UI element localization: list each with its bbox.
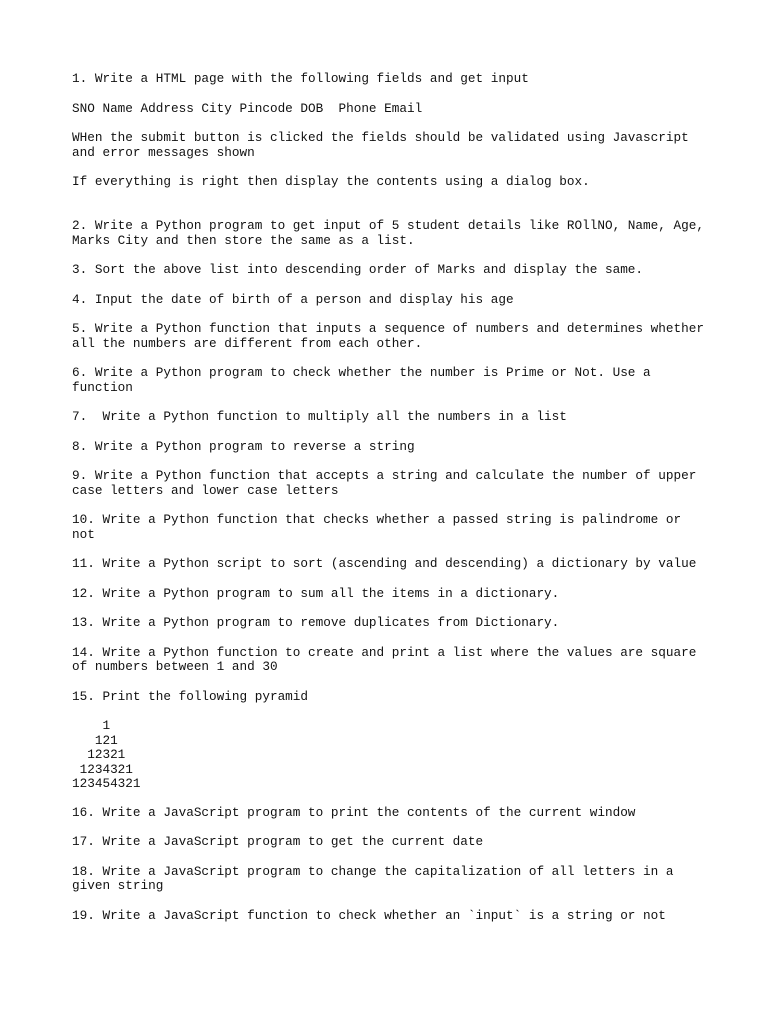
question-7: 7. Write a Python function to multiply all the numbers in a list xyxy=(72,409,567,424)
question-12: 12. Write a Python program to sum all the items in a dictionary. xyxy=(72,585,560,601)
question-13: 13. Write a Python program to remove duplicates from Dictionary. xyxy=(72,615,560,630)
pyramid-row: 1 xyxy=(72,718,111,733)
question-2: 2. Write a Python program to get input of 5 student details like ROllNO, Name, Age, Marks City and then store the same as a list. xyxy=(72,218,704,248)
spacer xyxy=(72,205,712,220)
question-9: 9. Write a Python function that accepts a string and calculate the number of upper case letters and lower case letters xyxy=(72,468,697,498)
question-11: 11. Write a Python script to sort (ascending and descending) a dictionary by value xyxy=(72,556,697,571)
question-10: 10. Write a Python function that checks whether a passed string is palindrome or not xyxy=(72,512,682,542)
question-14: 14. Write a Python function to create and print a list where the values are square of numbers between 1 and 30 xyxy=(72,644,697,674)
document-page xyxy=(72,72,712,938)
question-18: 18. Write a JavaScript program to change the capitalization of all letters in a given string xyxy=(72,863,674,893)
number-pyramid xyxy=(72,719,712,792)
pyramid-row: 123454321 xyxy=(72,776,141,791)
question-16: 16. Write a JavaScript program to print the contents of the current window xyxy=(72,804,636,820)
dialog-note: If everything is right then display the contents using a dialog box. xyxy=(72,174,590,189)
pyramid-row: 1234321 xyxy=(72,761,133,777)
question-3: 3. Sort the above list into descending order of Marks and display the same. xyxy=(72,262,644,277)
field-list: SNO Name Address City Pincode DOB Phone Email xyxy=(72,100,423,116)
question-17: 17. Write a JavaScript program to get the current date xyxy=(72,834,484,849)
pyramid-row: 12321 xyxy=(72,747,126,762)
question-6: 6. Write a Python program to check whether the number is Prime or Not. Use a function xyxy=(72,365,651,395)
question-8: 8. Write a Python program to reverse a string xyxy=(72,438,415,454)
question-5: 5. Write a Python function that inputs a sequence of numbers and determines whether all the numbers are different from each other. xyxy=(72,321,704,351)
pyramid-row: 121 xyxy=(72,732,118,748)
question-4: 4. Input the date of birth of a person and display his age xyxy=(72,291,514,307)
question-1: 1. Write a HTML page with the following fields and get input xyxy=(72,71,529,86)
question-15: 15. Print the following pyramid xyxy=(72,688,309,704)
validation-note: WHen the submit button is clicked the fields should be validated using Javascript and error messages shown xyxy=(72,130,689,160)
question-19: 19. Write a JavaScript function to check whether an `input` is a string or not xyxy=(72,907,666,923)
